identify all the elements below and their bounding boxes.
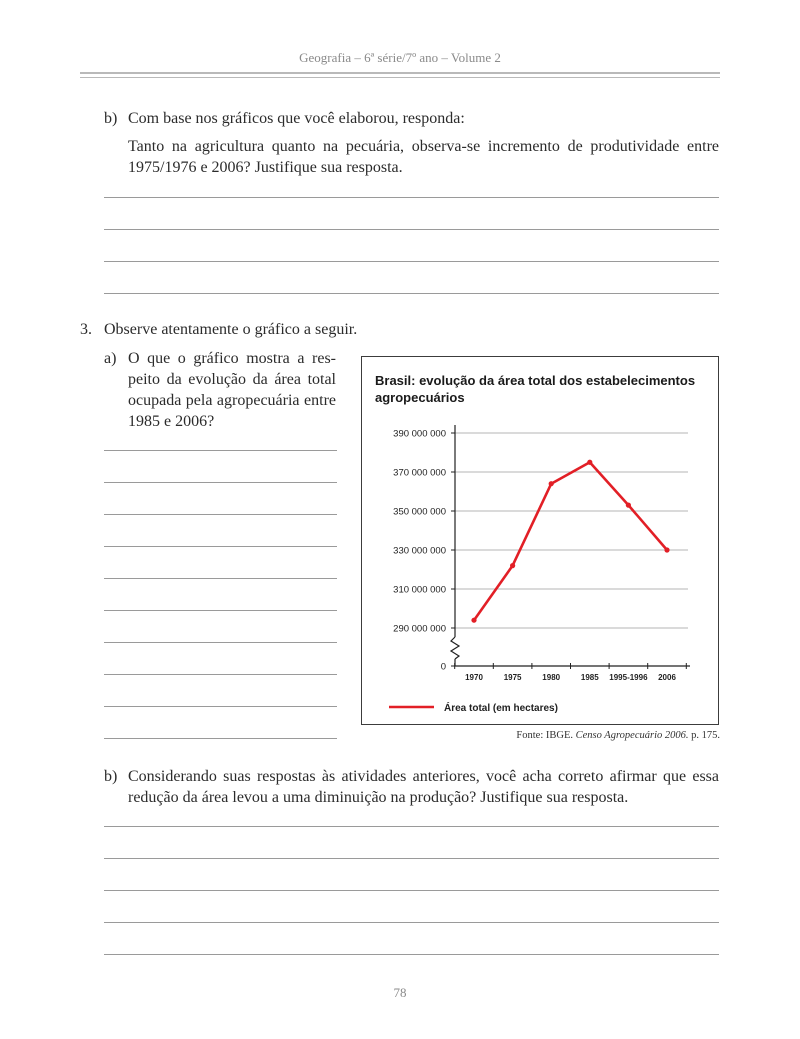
answer-line[interactable]	[104, 261, 719, 262]
source-prefix: Fonte: IBGE.	[516, 730, 576, 741]
question-b1-text-line2: 1975/1976 e 2006? Justifique sua resposta.	[128, 159, 403, 176]
line-chart	[362, 357, 720, 726]
page-number: 78	[393, 985, 407, 1000]
y-tick-label: 390 000 000	[393, 428, 446, 440]
series-line	[474, 462, 667, 620]
y-tick-label: 310 000 000	[393, 584, 446, 596]
answer-line[interactable]	[104, 706, 337, 707]
answer-line[interactable]	[104, 450, 337, 451]
data-point	[664, 547, 669, 552]
page-header-title: Geografia – 6ª série/7º ano – Volume 2	[299, 50, 501, 65]
answer-line[interactable]	[104, 858, 719, 859]
answer-line[interactable]	[104, 890, 719, 891]
question-3a-line: 1985 e 2006?	[128, 413, 215, 430]
source-title: Censo Agropecuário 2006.	[575, 730, 689, 741]
x-tick-label: 1985	[580, 673, 599, 682]
answer-line[interactable]	[104, 197, 719, 198]
x-tick-label: 1995-1996	[609, 673, 648, 682]
y-tick-label: 330 000 000	[393, 545, 446, 557]
answer-line[interactable]	[104, 293, 719, 294]
x-tick-label: 2006	[658, 673, 676, 682]
answer-line[interactable]	[104, 954, 719, 955]
answer-line[interactable]	[104, 578, 337, 579]
answer-line[interactable]	[104, 229, 719, 230]
chart-title-line1: Brasil: evolução da área total dos estabelecimentos	[375, 373, 696, 388]
x-tick-label: 1970	[465, 673, 483, 682]
y-tick-label: 290 000 000	[393, 623, 446, 635]
x-tick-label: 1975	[503, 673, 522, 682]
data-point	[471, 618, 476, 623]
answer-line[interactable]	[104, 738, 337, 739]
question-b1-text-line1: Tanto na agricultura quanto na pecuária, observa-se incremento de produtividade entre	[128, 138, 719, 155]
chart-frame	[361, 356, 719, 725]
answer-line[interactable]	[104, 642, 337, 643]
answer-line[interactable]	[104, 514, 337, 515]
chart-source	[360, 730, 720, 741]
question-3a-line: ocupada pela agropecuária entre	[128, 392, 336, 409]
source-suffix: p. 175.	[688, 730, 720, 741]
header-rule-thick	[80, 72, 720, 74]
question-3a-marker: a)	[104, 350, 117, 367]
data-point	[587, 460, 592, 465]
question-b2-text-line2: redução da área levou a uma diminuição na produção? Justifique sua resposta.	[128, 789, 629, 806]
question-b1-marker: b)	[104, 110, 118, 127]
legend-label: Área total (em hectares)	[444, 703, 558, 714]
question-3-number: 3.	[80, 321, 92, 338]
y-tick-label: 370 000 000	[393, 467, 446, 479]
answer-line[interactable]	[104, 610, 337, 611]
question-3a-line: O que o gráfico mostra a res-	[128, 350, 336, 367]
question-3-text: Observe atentamente o gráfico a seguir.	[104, 321, 358, 338]
header-rule-thin	[80, 77, 720, 78]
y-tick-label: 350 000 000	[393, 506, 446, 518]
chart-title-line2: agropecuários	[375, 390, 465, 405]
answer-line[interactable]	[104, 546, 337, 547]
answer-line[interactable]	[104, 922, 719, 923]
answer-line[interactable]	[104, 674, 337, 675]
data-point	[626, 503, 631, 508]
answer-line[interactable]	[104, 482, 337, 483]
data-point	[510, 563, 515, 568]
question-b1-intro: Com base nos gráficos que você elaborou, responda:	[128, 110, 465, 127]
question-b2-text-line1: Considerando suas respostas às atividades anteriores, você acha correto afirmar que essa	[128, 768, 719, 785]
question-b2-marker: b)	[104, 768, 118, 785]
y-zero-label: 0	[440, 661, 446, 673]
data-point	[549, 481, 554, 486]
question-3a-line: peito da evolução da área total	[128, 371, 336, 388]
axis-break	[451, 637, 459, 659]
answer-line[interactable]	[104, 826, 719, 827]
x-tick-label: 1980	[542, 673, 561, 682]
